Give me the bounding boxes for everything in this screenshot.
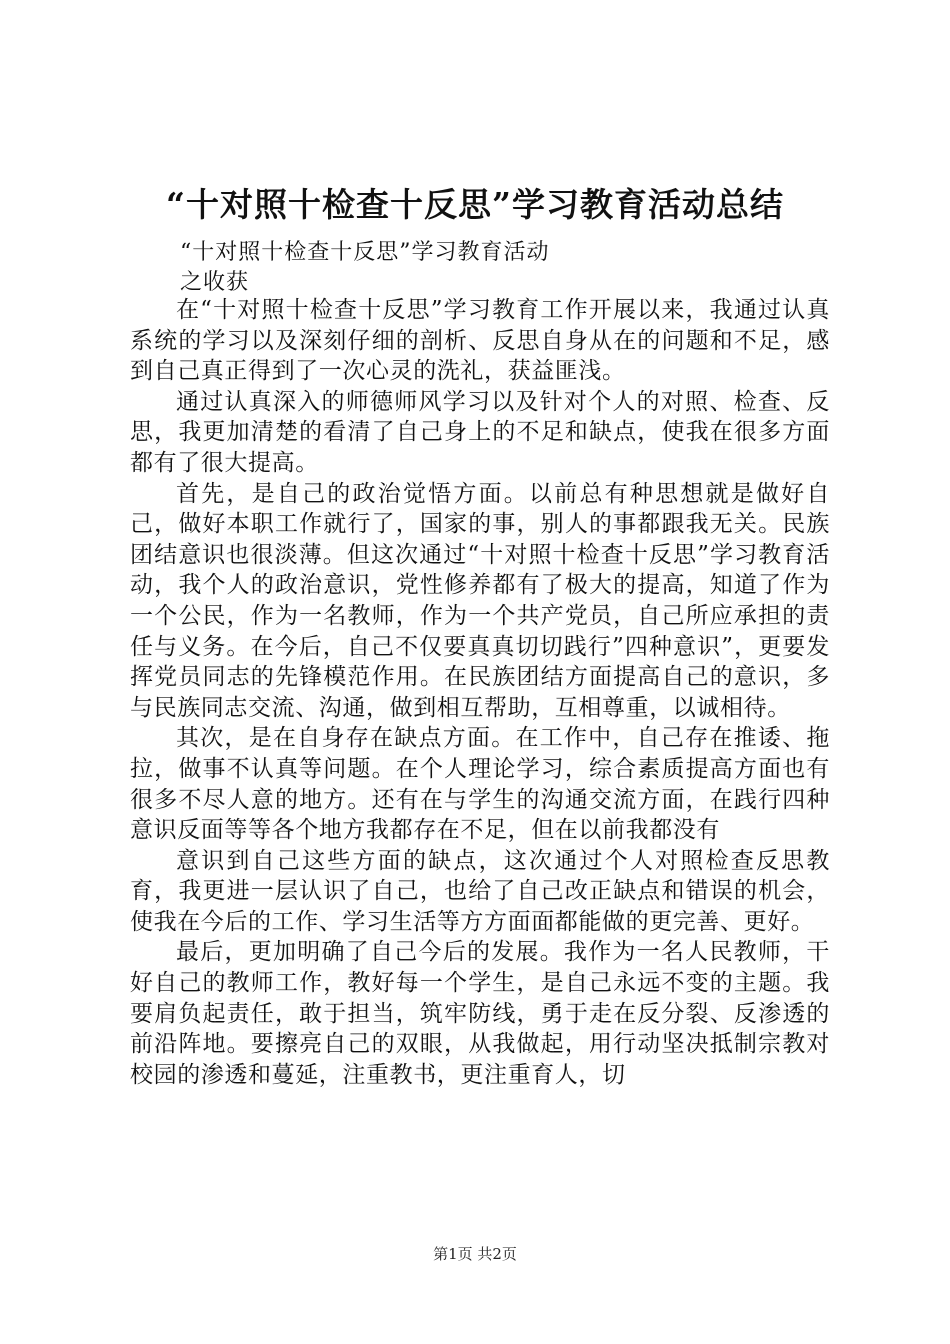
body-paragraph: 首先，是自己的政治觉悟方面。以前总有种思想就是做好自己，做好本职工作就行了，国家的事，别人的事都跟我无关。民族团结意识也很淡薄。但这次通过“十对照十检查十反思”学习教育活动，我个人的政治意识，党性修养都有了极大的提高，知道了作为一个公民，作为一名教师，作为一个共产党员，自己所应承担的责任与义务。在今后，自己不仅要真真切切践行”四种意识”，更要发挥党员同志的先锋模范作用。在民族团结方面提高自己的意识，多与民族同志交流、沟通，做到相互帮助，互相尊重，以诚相待。 [130, 480, 830, 721]
document-body [130, 295, 830, 1090]
document-title: “十对照十检查十反思”学习教育活动总结 [166, 185, 784, 224]
body-paragraph: 其次，是在自身存在缺点方面。在工作中，自己存在推诿、拖拉，做事不认真等问题。在个人理论学习，综合素质提高方面也有很多不尽人意的地方。还有在与学生的沟通交流方面，在践行四种意识反面等等各个地方我都存在不足，但在以前我都没有 [130, 725, 830, 844]
body-paragraph: 最后，更加明确了自己今后的发展。我作为一名人民教师，干好自己的教师工作，教好每一个学生，是自己永远不变的主题。我要肩负起责任，敢于担当，筑牢防线，勇于走在反分裂、反渗透的前沿阵地。要擦亮自己的双眼，从我做起，用行动坚决抵制宗教对校园的渗透和蔓延，注重教书，更注重育人，切 [130, 939, 830, 1088]
body-paragraph: 意识到自己这些方面的缺点，这次通过个人对照检查反思教育，我更进一层认识了自己，也给了自己改正缺点和错误的机会，使我在今后的工作、学习生活等方方面面都能做的更完善、更好。 [130, 847, 830, 935]
body-paragraph: 在“十对照十检查十反思”学习教育工作开展以来，我通过认真系统的学习以及深刻仔细的剖析、反思自身从在的问题和不足，感到自己真正得到了一次心灵的洗礼，获益匪浅。 [130, 297, 830, 385]
document-subtitle [180, 238, 740, 298]
page-footer: 第1页 共2页 [433, 1245, 517, 1263]
subtitle-line-2: 之收获 [180, 270, 250, 295]
subtitle-line-1: “十对照十检查十反思”学习教育活动 [180, 240, 550, 265]
body-paragraph: 通过认真深入的师德师风学习以及针对个人的对照、检查、反思，我更加清楚的看清了自己身上的不足和缺点，使我在很多方面都有了很大提高。 [130, 388, 830, 476]
